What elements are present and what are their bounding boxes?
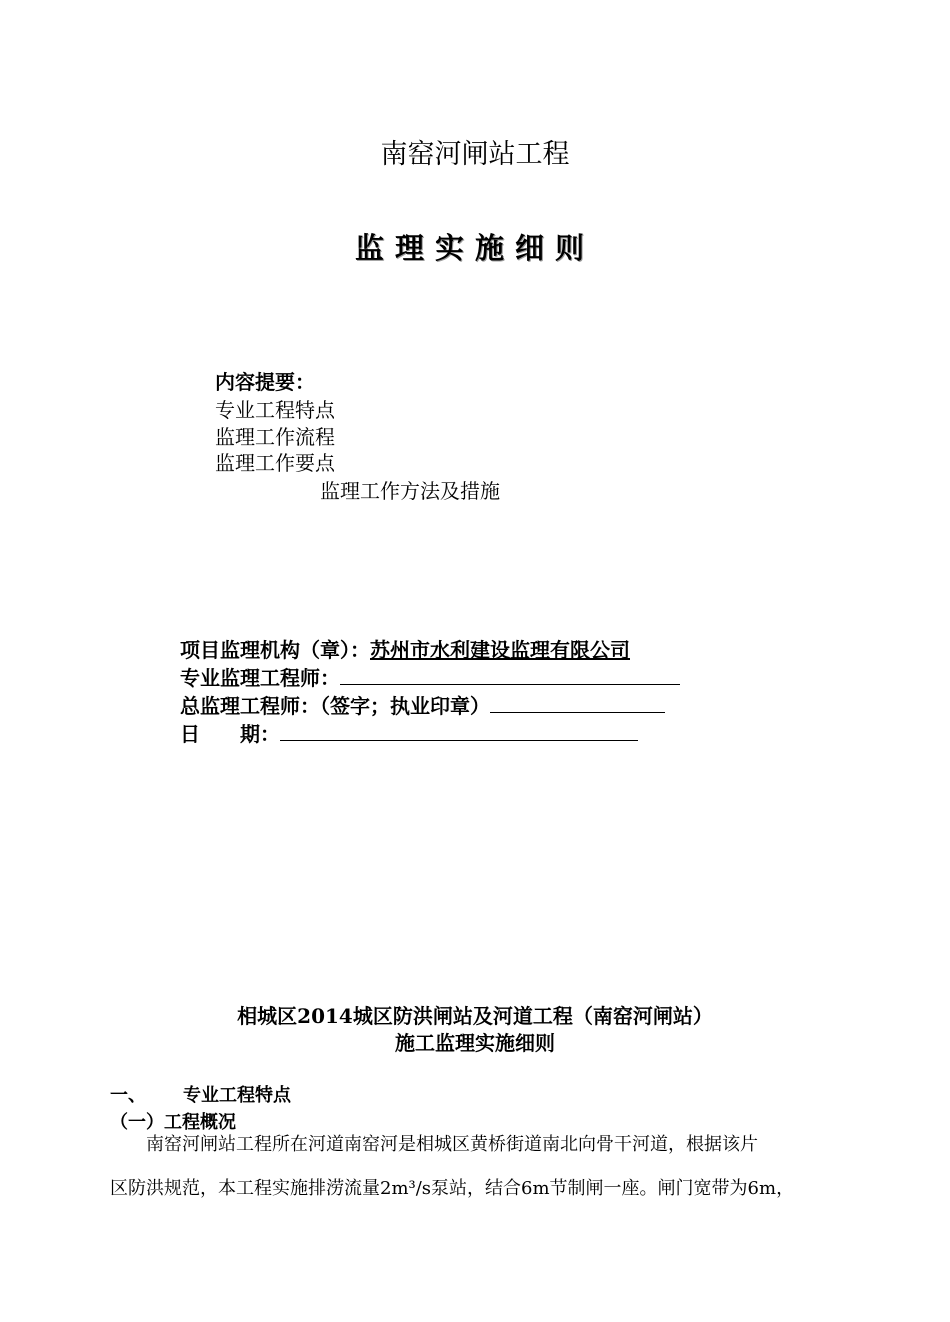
chief-signature-line [490,692,665,713]
supervision-org-row [180,634,630,663]
engineer-row [180,662,680,691]
engineer-signature-line [340,664,680,685]
section-number: 一、 [110,1085,146,1106]
date-label: 日 期： [180,722,280,746]
supervision-org-name: 苏州市水利建设监理有限公司 [370,638,630,662]
document-title: 监理实施细则 [354,231,595,265]
summary-item: 监理工作要点 [215,451,335,475]
paragraph-line: 区防洪规范，本工程实施排涝流量2m³/s泵站，结合6m节制闸一座。闸门宽带为6m， [110,1178,795,1199]
supervision-org-label: 项目监理机构（章）： [180,638,370,662]
date-row [180,718,638,747]
section-heading: 专业工程特点 [183,1085,291,1106]
paragraph-line: 南窑河闸站工程所在河道南窑河是相城区黄桥街道南北向骨干河道，根据该片 [146,1134,758,1155]
date-line [280,720,638,741]
body-title-line2: 施工监理实施细则 [395,1031,555,1055]
engineer-label: 专业监理工程师： [180,666,340,690]
summary-item: 监理工作方法及措施 [320,479,500,503]
summary-item: 专业工程特点 [215,398,335,422]
chief-engineer-row [180,690,665,719]
body-title-line1: 相城区2014城区防洪闸站及河道工程（南窑河闸站） [237,1004,713,1028]
subsection-heading: （一）工程概况 [110,1112,236,1133]
chief-engineer-label: 总监理工程师：（签字；执业印章） [180,694,490,718]
summary-item: 监理工作流程 [215,425,335,449]
summary-heading: 内容提要： [215,370,315,394]
project-name: 南窑河闸站工程 [380,139,570,170]
